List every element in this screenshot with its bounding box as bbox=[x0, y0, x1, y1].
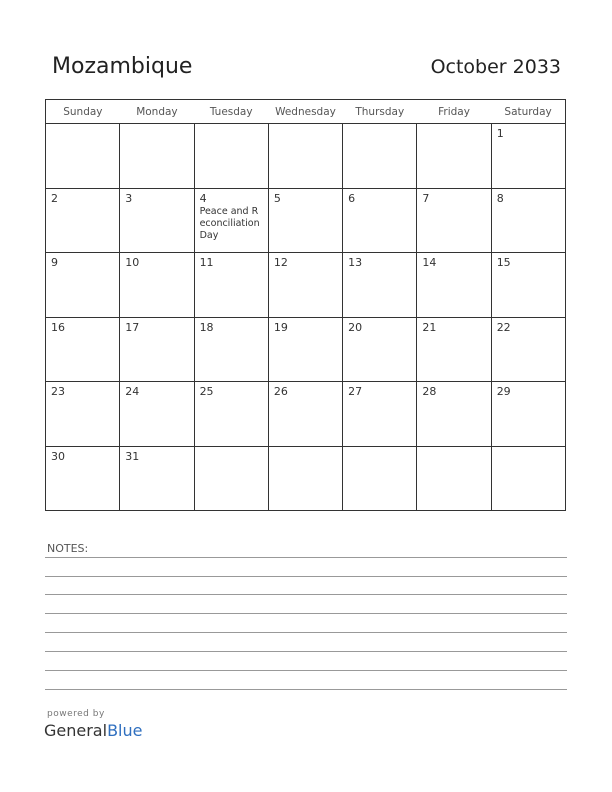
day-number: 15 bbox=[496, 256, 511, 269]
day-number: 16 bbox=[51, 320, 65, 334]
day-number: 13 bbox=[348, 256, 363, 269]
day-cell bbox=[120, 124, 194, 189]
day-cell bbox=[343, 188, 417, 253]
notes-line bbox=[45, 557, 567, 558]
day-number: 6 bbox=[348, 191, 356, 205]
week-row-2 bbox=[46, 188, 566, 253]
day-cell bbox=[46, 253, 120, 318]
day-cell bbox=[120, 317, 194, 382]
day-cell bbox=[268, 317, 342, 382]
day-number: 14 bbox=[422, 256, 437, 269]
country-title: Mozambique bbox=[52, 54, 193, 79]
day-number: 21 bbox=[422, 320, 437, 334]
day-number: 31 bbox=[125, 449, 140, 463]
weekday-saturday: Saturday bbox=[491, 100, 565, 124]
day-cell bbox=[491, 124, 565, 189]
day-cell bbox=[120, 188, 194, 253]
brand-general-text: General bbox=[44, 721, 108, 740]
day-number: 20 bbox=[348, 320, 363, 334]
brand-blue-text: Blue bbox=[107, 721, 143, 740]
day-cell bbox=[46, 446, 120, 511]
week-row-5 bbox=[46, 382, 566, 447]
day-cell bbox=[491, 446, 565, 511]
day-cell bbox=[343, 382, 417, 447]
day-cell bbox=[194, 317, 268, 382]
notes-line bbox=[45, 632, 567, 633]
day-cell bbox=[120, 446, 194, 511]
day-cell bbox=[417, 124, 491, 189]
notes-line bbox=[45, 689, 567, 690]
day-cell bbox=[343, 317, 417, 382]
weekday-wednesday: Wednesday bbox=[268, 100, 342, 124]
day-cell bbox=[120, 382, 194, 447]
day-cell bbox=[120, 253, 194, 318]
day-number: 1 bbox=[496, 127, 504, 140]
day-cell bbox=[194, 124, 268, 189]
weekday-thursday: Thursday bbox=[343, 100, 417, 124]
week-row-1 bbox=[46, 124, 566, 189]
day-number: 3 bbox=[125, 191, 133, 205]
day-cell bbox=[343, 124, 417, 189]
day-cell bbox=[46, 188, 120, 253]
day-cell bbox=[491, 382, 565, 447]
day-number: 30 bbox=[51, 449, 65, 463]
day-cell bbox=[268, 446, 342, 511]
day-cell bbox=[194, 382, 268, 447]
calendar-grid bbox=[45, 99, 566, 511]
day-number: 28 bbox=[422, 385, 437, 398]
day-number: 18 bbox=[199, 320, 214, 334]
week-row-3 bbox=[46, 253, 566, 318]
day-number: 7 bbox=[422, 191, 430, 205]
day-cell bbox=[343, 446, 417, 511]
day-number: 24 bbox=[125, 385, 140, 398]
day-number: 5 bbox=[273, 191, 281, 205]
holiday-label: Peace and Reconciliation Day bbox=[199, 205, 260, 241]
weekday-tuesday: Tuesday bbox=[194, 100, 268, 124]
day-cell bbox=[417, 188, 491, 253]
day-cell bbox=[46, 382, 120, 447]
notes-line bbox=[45, 613, 567, 614]
day-cell bbox=[46, 317, 120, 382]
day-cell bbox=[417, 317, 491, 382]
day-cell bbox=[417, 253, 491, 318]
day-number: 11 bbox=[199, 256, 214, 269]
day-cell bbox=[194, 446, 268, 511]
day-number: 26 bbox=[273, 385, 288, 398]
notes-label: NOTES: bbox=[47, 542, 89, 555]
notes-line bbox=[45, 576, 567, 577]
day-cell bbox=[268, 382, 342, 447]
day-number: 2 bbox=[51, 191, 58, 205]
day-number: 10 bbox=[125, 256, 140, 269]
day-cell bbox=[417, 446, 491, 511]
weekday-header-row bbox=[46, 100, 566, 124]
weekday-sunday: Sunday bbox=[46, 100, 120, 124]
day-number: 4 bbox=[199, 191, 207, 205]
day-cell bbox=[194, 188, 268, 253]
week-row-6 bbox=[46, 446, 566, 511]
notes-line bbox=[45, 651, 567, 652]
day-number: 12 bbox=[273, 256, 288, 269]
week-row-4 bbox=[46, 317, 566, 382]
day-cell bbox=[268, 124, 342, 189]
day-number: 29 bbox=[496, 385, 511, 398]
brand-logo bbox=[44, 721, 142, 740]
day-number: 9 bbox=[51, 256, 58, 269]
day-number: 8 bbox=[496, 191, 504, 205]
powered-by-text: powered by bbox=[47, 709, 105, 719]
day-cell bbox=[46, 124, 120, 189]
day-number: 23 bbox=[51, 385, 65, 398]
day-cell bbox=[268, 188, 342, 253]
day-cell bbox=[194, 253, 268, 318]
weekday-monday: Monday bbox=[120, 100, 194, 124]
notes-line bbox=[45, 594, 567, 595]
day-cell bbox=[491, 188, 565, 253]
day-number: 19 bbox=[273, 320, 288, 334]
day-number: 17 bbox=[125, 320, 140, 334]
day-cell bbox=[268, 253, 342, 318]
day-number: 27 bbox=[348, 385, 363, 398]
month-year-title: October 2033 bbox=[430, 56, 561, 78]
day-number: 25 bbox=[199, 385, 214, 398]
day-cell bbox=[491, 253, 565, 318]
notes-line bbox=[45, 670, 567, 671]
weekday-friday: Friday bbox=[417, 100, 491, 124]
day-cell bbox=[491, 317, 565, 382]
day-number: 22 bbox=[496, 320, 511, 334]
day-cell bbox=[417, 382, 491, 447]
day-cell bbox=[343, 253, 417, 318]
